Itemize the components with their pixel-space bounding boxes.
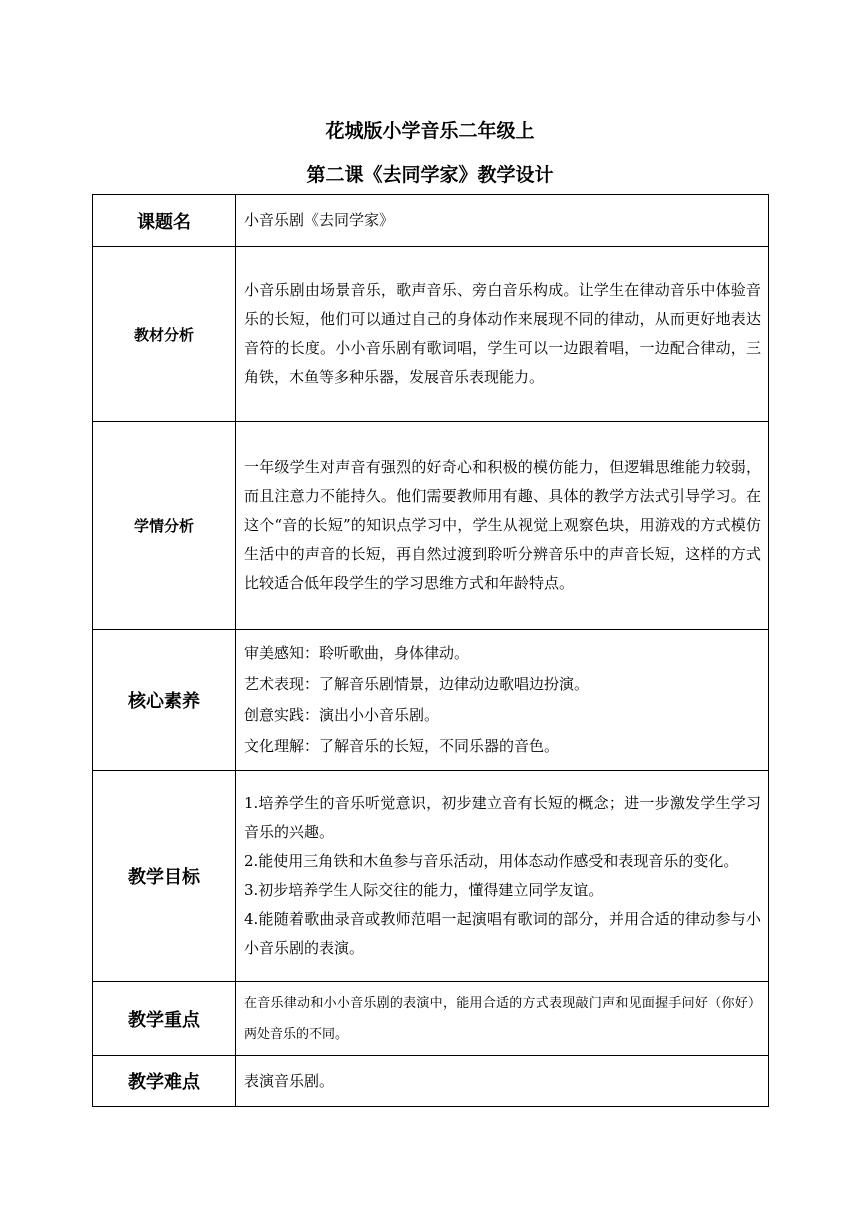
- core-item: 艺术表现：了解音乐剧情景，边律动边歌唱边扮演。: [244, 675, 590, 693]
- row-label-core: 核心素养: [93, 630, 236, 771]
- row-content-key-points: 在音乐律动和小小音乐剧的表演中，能用合适的方式表现敲门声和见面握手问好（你好）两处音乐的不同。: [236, 982, 769, 1056]
- row-content-difficulties: 表演音乐剧。: [236, 1056, 769, 1107]
- objective-item: 2.能使用三角铁和木鱼参与音乐活动，用体态动作感受和表现音乐的变化。: [244, 852, 739, 870]
- core-item: 创意实践：演出小小音乐剧。: [244, 706, 440, 724]
- row-content-topic: 小音乐剧《去同学家》: [236, 195, 769, 247]
- row-label-topic: 课题名: [93, 195, 236, 247]
- row-label-key-points: 教学重点: [93, 982, 236, 1056]
- row-content-material: 小音乐剧由场景音乐，歌声音乐、旁白音乐构成。让学生在律动音乐中体验音乐的长短，他们可以通过自己的身体动作来展现不同的律动，从而更好地表达音符的长度。小小音乐剧有歌词唱，学生可以一边跟着唱，一边配合律动，三角铁，木鱼等多种乐器，发展音乐表现能力。: [236, 247, 769, 422]
- objective-item: 3.初步培养学生人际交往的能力，懂得建立同学友谊。: [244, 881, 604, 899]
- document-subtitle: 第二课《去同学家》教学设计: [306, 164, 554, 186]
- row-content-students: 一年级学生对声音有强烈的好奇心和积极的模仿能力，但逻辑思维能力较弱，而且注意力不能持久。他们需要教师用有趣、具体的教学方法式引导学习。在这个“音的长短”的知识点学习中，学生从视觉上观察色块，用游戏的方式模仿生活中的声音的长短，再自然过渡到聆听分辨音乐中的声音长短，这样的方式比较适合低年段学生的学习思维方式和年龄特点。: [236, 422, 769, 630]
- row-content-objectives: [236, 771, 769, 982]
- table-row-topic: [93, 195, 769, 247]
- table-row-material: [93, 247, 769, 422]
- table-row-core: [93, 630, 769, 771]
- core-item: 文化理解：了解音乐的长短，不同乐器的音色。: [244, 737, 560, 755]
- table-row-objectives: [93, 771, 769, 982]
- row-content-core: [236, 630, 769, 771]
- table-row-students: [93, 422, 769, 630]
- lesson-plan-table: [92, 194, 769, 1107]
- row-label-objectives: 教学目标: [93, 771, 236, 982]
- core-item: 审美感知：聆听歌曲，身体律动。: [244, 644, 470, 662]
- table-row-key-points: [93, 982, 769, 1056]
- objective-item: 4.能随着歌曲录音或教师范唱一起演唱有歌词的部分，并用合适的律动参与小小音乐剧的表演。: [244, 910, 761, 957]
- row-label-difficulties: 教学难点: [93, 1056, 236, 1107]
- objective-item: 1.培养学生的音乐听觉意识，初步建立音有长短的概念；进一步激发学生学习音乐的兴趣。: [244, 794, 761, 841]
- row-label-material: 教材分析: [93, 247, 236, 422]
- table-row-difficulties: [93, 1056, 769, 1107]
- document-title: 花城版小学音乐二年级上: [325, 120, 535, 142]
- row-label-students: 学情分析: [93, 422, 236, 630]
